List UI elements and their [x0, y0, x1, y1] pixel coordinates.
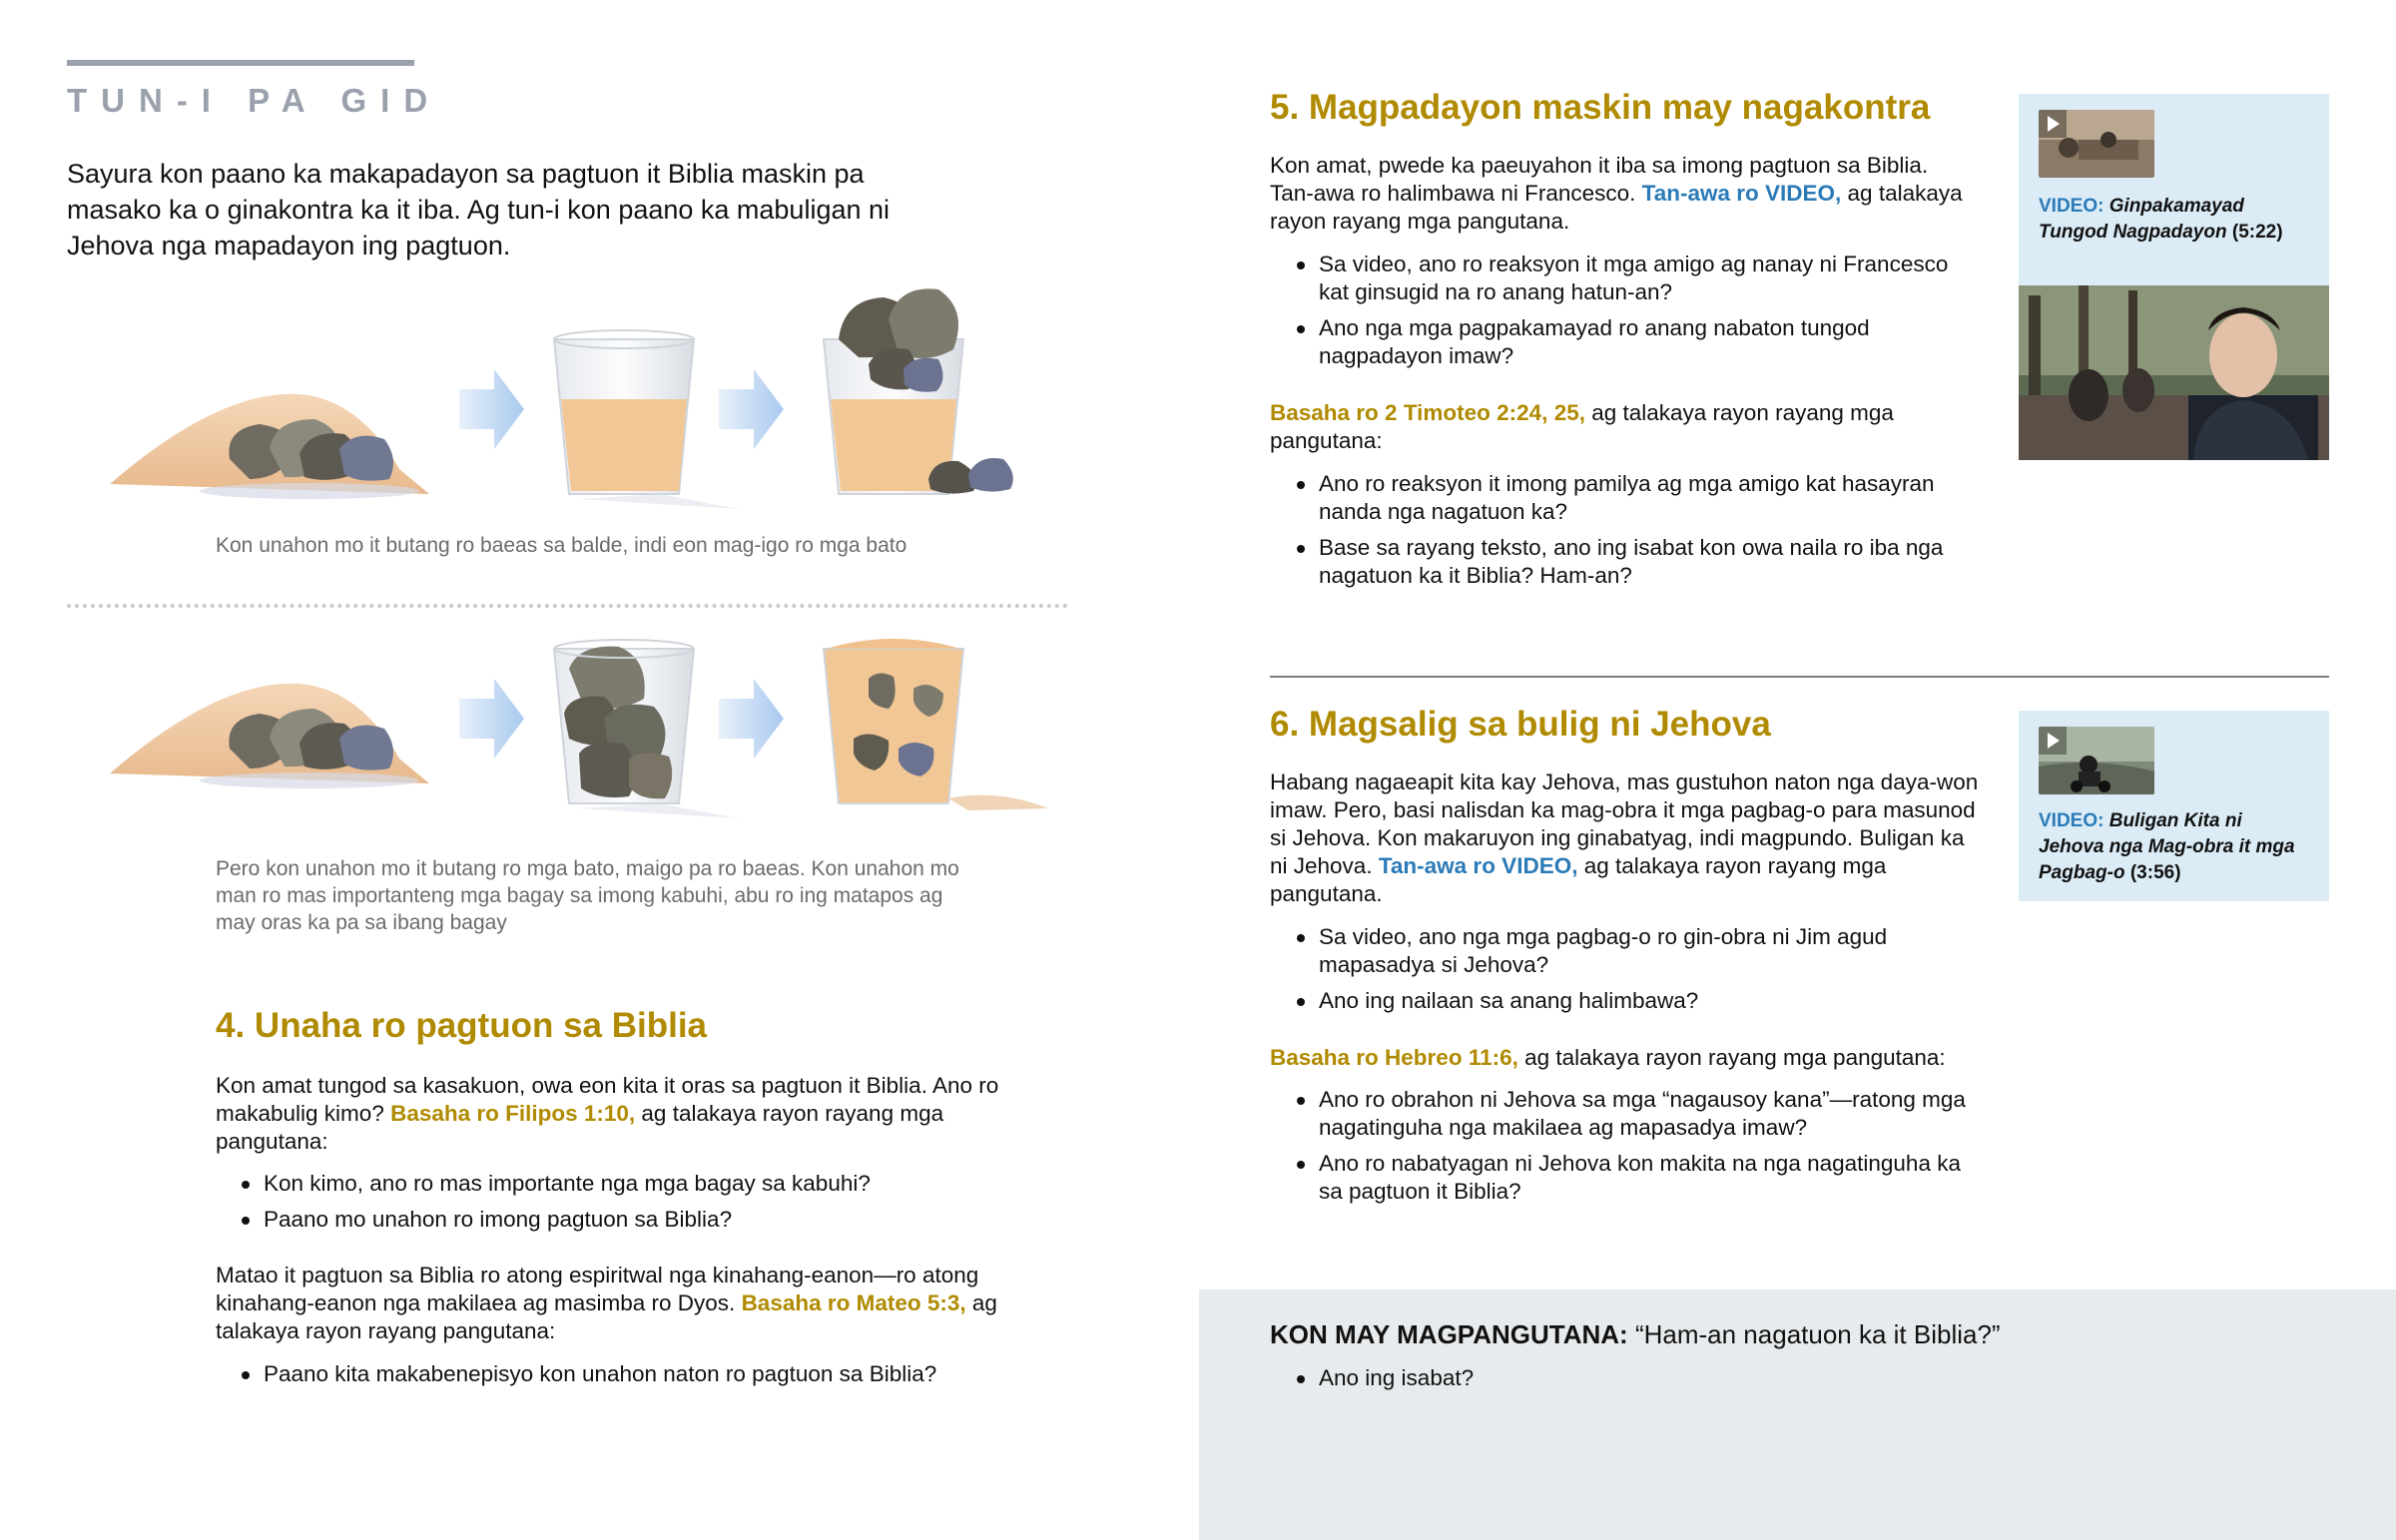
scripture-link-filipos[interactable]: Basaha ro Filipos 1:10, — [390, 1101, 636, 1126]
paragraph-text: Kon amat, pwede ka paeuyahon it iba sa imong pagtuon sa Biblia. Tan-awa ro halimbawa ni Francesco. — [1270, 153, 1929, 206]
question-item: Ano nga mga pagpakamayad ro anang nabaton tungod nagpadayon imaw? — [1295, 314, 1974, 370]
section-4-title: 4. Unaha ro pagtuon sa Biblia — [216, 1006, 708, 1045]
video-card-1[interactable] — [2019, 94, 2329, 286]
paragraph-text: ag talakaya rayon rayang mga pangutana: — [1517, 1045, 1946, 1070]
paragraph-text: Matao it pagtuon sa Biblia ro atong espiritwal nga kinahang-eanon—ro atong kinahang-eanon nga makilaea ag masimba ro Dyos. — [216, 1263, 979, 1315]
question-item: Ano ing nailaan sa anang halimbawa? — [1295, 987, 1974, 1015]
section-5-questions — [1295, 251, 1974, 378]
question-item: Sa video, ano nga mga pagbag-o ro gin-obra ni Jim agud mapasadya si Jehova? — [1295, 923, 1974, 979]
question-item: Base sa rayang teksto, ano ing isabat kon owa naila ro iba nga nagatuon ka it Biblia? Ham-an? — [1295, 534, 1974, 590]
video-kicker: VIDEO: — [2039, 196, 2104, 217]
section-5-paragraph-1 — [1270, 152, 1969, 236]
arrow-icon — [719, 679, 784, 759]
cup-with-rocks-and-sand — [824, 639, 1048, 810]
watch-video-link[interactable]: Tan-awa ro VIDEO, — [1378, 853, 1578, 878]
arrow-icon — [459, 369, 524, 449]
arrow-icon — [719, 369, 784, 449]
question-quote: “Ham-an nagatuon ka it Biblia?” — [1634, 1319, 2001, 1349]
video-title-text: Ginpakamayad Tungod Nagpadayon — [2039, 196, 2244, 243]
section-6-paragraph-1 — [1270, 769, 1979, 908]
video-title-1[interactable] — [2039, 194, 2308, 246]
dig-deeper-heading: TUN-I PA GID — [67, 82, 442, 119]
section-divider — [1270, 676, 2329, 678]
video-thumbnail[interactable] — [2039, 110, 2154, 178]
section-5-title: 5. Magpadayon maskin may nagakontra — [1270, 88, 1931, 127]
section-6-questions — [1295, 923, 1974, 1023]
video-duration: (5:22) — [2231, 222, 2283, 243]
paragraph-text: ag talakaya rayon rayang pangutana: — [216, 1290, 997, 1343]
section-6-title: 6. Magsalig sa bulig ni Jehova — [1270, 705, 1771, 744]
scripture-link-timoteo[interactable]: Basaha ro 2 Timoteo 2:24, 25, — [1270, 400, 1585, 425]
video-title-2[interactable] — [2039, 808, 2308, 886]
question-panel-items — [1295, 1364, 1974, 1400]
section-5-questions-2 — [1295, 470, 1974, 598]
question-item: Ano ing isabat? — [1295, 1364, 1974, 1392]
paragraph-text: ag talakaya rayon rayang mga pangutana. — [1270, 853, 1887, 906]
paragraph-text: ag talakaya rayon rayang mga pangutana: — [1270, 400, 1894, 453]
question-item: Paano kita makabenepisyo kon unahon naton ro pagtuon sa Biblia? — [240, 1360, 1018, 1388]
section-top-rule — [67, 60, 414, 66]
question-item: Sa video, ano ro reaksyon it mga amigo ag nanay ni Francesco kat ginsugid na ro anang hatun-an? — [1295, 251, 1974, 306]
paragraph-text: Habang nagaeapit kita kay Jehova, mas gustuhon naton nga daya-won imaw. Pero, basi nalisdan ka mag-obra it mga pagbag-o para masunod si Jehova. Kon makaruyon ing ginabatyag, indi magpundo. Buligan ka ni Jehova. — [1270, 770, 1979, 878]
section-4-paragraph-1 — [216, 1072, 1014, 1156]
question-item: Ano ro reaksyon it imong pamilya ag mga amigo kat hasayran nanda nga nagatuon ka? — [1295, 470, 1974, 526]
paragraph-text: ag talakaya rayon rayang mga pangutana. — [1270, 181, 1963, 234]
cup-with-sand — [554, 330, 739, 509]
section-5-paragraph-2 — [1270, 399, 1969, 455]
scripture-link-mateo[interactable]: Basaha ro Mateo 5:3, — [741, 1290, 966, 1315]
paragraph-text: ag talakaya rayon rayang mga pangutana: — [216, 1101, 944, 1154]
arrow-icon — [459, 679, 524, 759]
rocks-first-illustration — [100, 619, 1078, 848]
sand-first-illustration — [100, 279, 1078, 509]
video-still-image — [2019, 285, 2329, 460]
section-6-questions-2 — [1295, 1086, 1974, 1214]
video-title-text: Buligan Kita ni Jehova nga Mag-obra it mga Pagbag-o — [2039, 810, 2295, 883]
illustration-caption-1: Kon unahon mo it butang ro baeas sa balde, indi eon mag-igo ro mga bato — [216, 534, 907, 557]
dotted-divider — [67, 604, 1068, 608]
question-item: Paano mo unahon ro imong pagtuon sa Biblia? — [240, 1206, 1018, 1234]
question-item: Kon kimo, ano ro mas importante nga mga bagay sa kabuhi? — [240, 1170, 1018, 1198]
question-panel-heading — [1270, 1319, 2001, 1350]
video-thumbnail[interactable] — [2039, 727, 2154, 794]
question-item: Ano ro obrahon ni Jehova sa mga “nagausoy kana”—ratong mga nagatinguha nga makilaea ag mapasadya imaw? — [1295, 1086, 1974, 1142]
watch-video-link[interactable]: Tan-awa ro VIDEO, — [1641, 181, 1842, 206]
cup-overflowing-rocks — [824, 288, 1013, 494]
video-duration: (3:56) — [2129, 862, 2181, 883]
video-kicker: VIDEO: — [2039, 810, 2104, 831]
scripture-link-hebreo[interactable]: Basaha ro Hebreo 11:6, — [1270, 1045, 1518, 1070]
question-label: KON MAY MAGPANGUTANA: — [1270, 1319, 1628, 1349]
section-6-paragraph-2 — [1270, 1044, 1989, 1072]
section-4-questions-2 — [240, 1360, 1018, 1396]
intro-paragraph: Sayura kon paano ka makapadayon sa pagtuon it Biblia maskin pa masako ka o ginakontra ka it iba. Ag tun-i kon paano ka mabuligan ni Jehova nga mapadayon ing pagtuon. — [67, 159, 891, 260]
section-4-questions — [240, 1170, 1018, 1242]
paragraph-text: Kon amat tungod sa kasakuon, owa eon kita it oras sa pagtuon it Biblia. Ano ro makabulig kimo? — [216, 1073, 999, 1126]
cup-with-rocks — [554, 640, 739, 818]
illustration-caption-2: Pero kon unahon mo it butang ro mga bato, maigo pa ro baeas. Kon unahon mo man ro mas importanteng mga bagay sa imong kabuhi, abu ro ing matapos ag may oras ka pa sa ibang bagay — [216, 857, 959, 934]
video-card-2[interactable] — [2019, 711, 2329, 901]
section-4-paragraph-2 — [216, 1262, 1034, 1345]
question-item: Ano ro nabatyagan ni Jehova kon makita na nga nagatinguha ka sa pagtuon it Biblia? — [1295, 1150, 1974, 1206]
